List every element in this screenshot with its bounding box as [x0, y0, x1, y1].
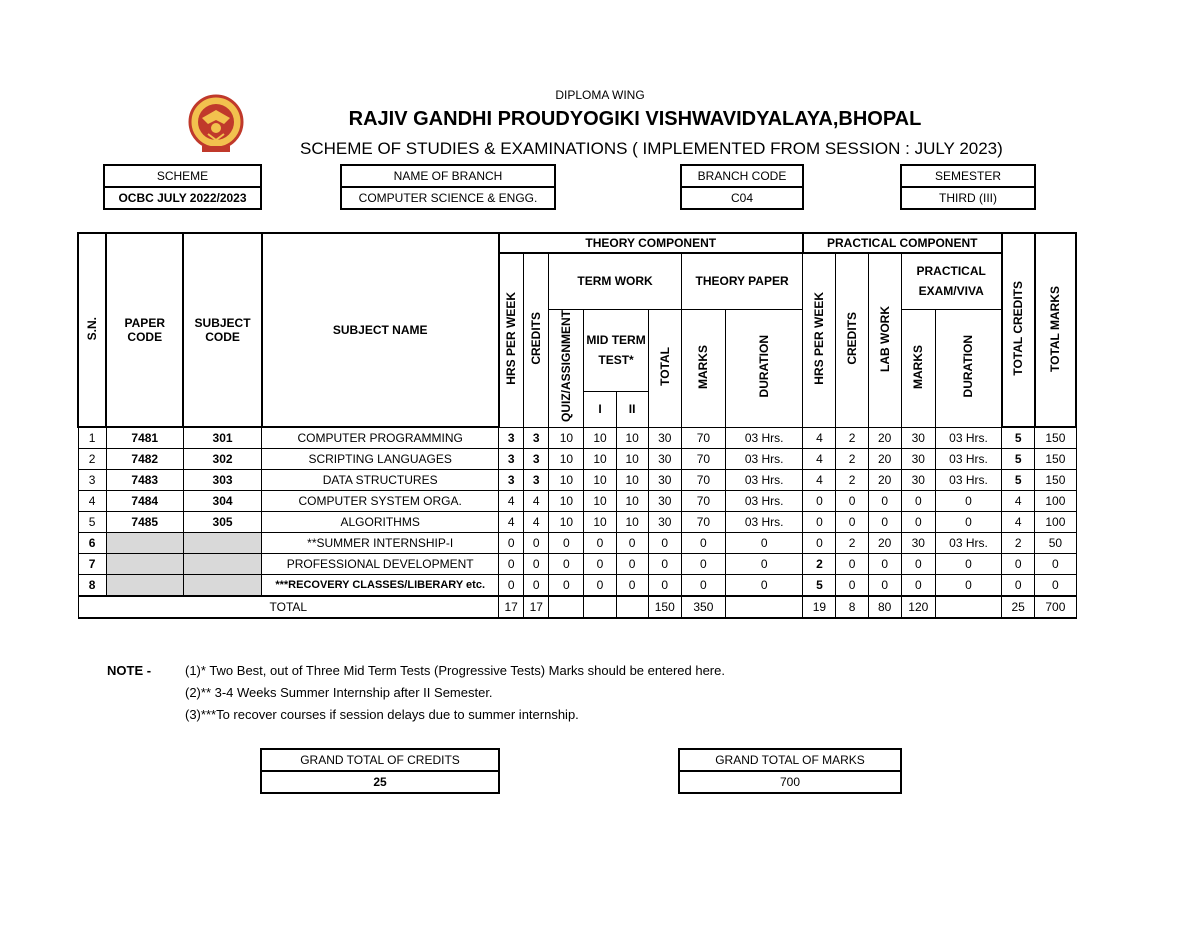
scheme-table	[77, 232, 1077, 619]
total-cell: 17	[499, 596, 524, 618]
table-cell: 10	[616, 512, 648, 533]
table-row	[78, 427, 1076, 449]
col-subject-name: SUBJECT NAME	[262, 233, 499, 427]
table-cell: 10	[584, 427, 616, 449]
table-cell: 30	[648, 470, 681, 491]
col-practical-hrs: HRS PER WEEK	[803, 253, 836, 427]
table-cell: 03 Hrs.	[935, 449, 1001, 470]
table-cell: 20	[868, 470, 901, 491]
table-cell: 0	[725, 533, 802, 554]
table-cell: 10	[584, 470, 616, 491]
col-total-marks: TOTAL MARKS	[1035, 233, 1076, 427]
table-cell: 20	[868, 449, 901, 470]
table-cell: 5	[1002, 449, 1035, 470]
table-cell: 305	[183, 512, 261, 533]
table-cell: 10	[616, 470, 648, 491]
table-cell: 3	[499, 470, 524, 491]
table-cell: 0	[725, 554, 802, 575]
table-row	[78, 512, 1076, 533]
table-cell: 3	[524, 470, 549, 491]
table-cell: 0	[868, 491, 901, 512]
table-cell: 303	[183, 470, 261, 491]
total-cell	[549, 596, 584, 618]
table-cell: 0	[499, 533, 524, 554]
table-cell: 0	[616, 554, 648, 575]
table-cell: 30	[648, 449, 681, 470]
table-cell: 30	[648, 512, 681, 533]
table-cell: 50	[1035, 533, 1076, 554]
table-cell: 2	[836, 427, 868, 449]
table-cell: 03 Hrs.	[725, 491, 802, 512]
table-cell: 7485	[106, 512, 183, 533]
table-cell	[183, 575, 261, 597]
table-row	[78, 470, 1076, 491]
table-cell: 0	[803, 512, 836, 533]
table-cell: 30	[901, 533, 935, 554]
table-cell: 0	[549, 554, 584, 575]
scheme-title: SCHEME OF STUDIES & EXAMINATIONS ( IMPLEMENTED FROM SESSION : JULY 2023)	[300, 139, 1003, 158]
table-cell: 3	[78, 470, 106, 491]
table-cell: 100	[1035, 491, 1076, 512]
table-cell: 7	[78, 554, 106, 575]
total-cell: 350	[681, 596, 725, 618]
table-cell: 4	[499, 491, 524, 512]
total-cell: 150	[648, 596, 681, 618]
term-work-header: TERM WORK	[549, 253, 682, 309]
col-credits: CREDITS	[524, 253, 549, 427]
table-cell: 6	[78, 533, 106, 554]
table-cell: 150	[1035, 427, 1076, 449]
table-cell: 30	[648, 491, 681, 512]
table-cell: 0	[648, 575, 681, 597]
table-cell: 0	[901, 575, 935, 597]
table-cell: 30	[648, 427, 681, 449]
table-cell: 03 Hrs.	[725, 449, 802, 470]
table-cell: 0	[584, 554, 616, 575]
table-cell: 5	[78, 512, 106, 533]
table-cell: 4	[78, 491, 106, 512]
col-total-credits: TOTAL CREDITS	[1002, 233, 1035, 427]
table-cell: 70	[681, 491, 725, 512]
table-cell: 10	[549, 491, 584, 512]
col-term-total: TOTAL	[648, 309, 681, 427]
table-cell: 03 Hrs.	[725, 512, 802, 533]
table-cell: 10	[549, 470, 584, 491]
table-cell: 302	[183, 449, 261, 470]
table-cell	[183, 533, 261, 554]
total-cell	[725, 596, 802, 618]
table-cell: 0	[616, 533, 648, 554]
table-cell: 0	[499, 575, 524, 597]
table-cell: 0	[616, 575, 648, 597]
total-cell: 8	[836, 596, 868, 618]
table-cell: 30	[901, 449, 935, 470]
branch-label: NAME OF BRANCH	[393, 169, 503, 183]
col-sn: S.N.	[78, 233, 106, 427]
branch-code-box	[680, 164, 804, 210]
table-cell: 03 Hrs.	[725, 470, 802, 491]
grand-credits-label: GRAND TOTAL OF CREDITS	[300, 753, 460, 767]
grand-marks-box	[678, 748, 902, 794]
col-mid-i: I	[584, 391, 616, 427]
table-row	[78, 491, 1076, 512]
table-cell: 0	[901, 491, 935, 512]
grand-marks-label: GRAND TOTAL OF MARKS	[715, 753, 865, 767]
table-cell: COMPUTER SYSTEM ORGA.	[262, 491, 499, 512]
table-cell: 0	[584, 575, 616, 597]
table-cell: 70	[681, 427, 725, 449]
table-cell: 70	[681, 449, 725, 470]
total-label: TOTAL	[78, 596, 499, 618]
table-cell: 10	[584, 449, 616, 470]
table-cell: 0	[725, 575, 802, 597]
table-cell: 0	[524, 533, 549, 554]
table-cell: 4	[1002, 491, 1035, 512]
table-cell: 2	[836, 449, 868, 470]
table-cell: 150	[1035, 470, 1076, 491]
note-3: (3)***To recover courses if session delays due to summer internship.	[185, 707, 579, 722]
col-paper-code: PAPER CODE	[106, 233, 183, 427]
table-cell: 0	[681, 533, 725, 554]
table-cell: PROFESSIONAL DEVELOPMENT	[262, 554, 499, 575]
table-cell: 0	[868, 512, 901, 533]
note-1: (1)* Two Best, out of Three Mid Term Tests (Progressive Tests) Marks should be entered here.	[185, 663, 725, 678]
table-cell: 7482	[106, 449, 183, 470]
total-cell: 19	[803, 596, 836, 618]
table-cell: 03 Hrs.	[725, 427, 802, 449]
table-cell: 5	[803, 575, 836, 597]
mid-term-header: MID TERM TEST*	[584, 309, 648, 391]
table-cell: 30	[901, 427, 935, 449]
table-cell: 5	[1002, 427, 1035, 449]
table-cell: 10	[616, 449, 648, 470]
table-cell: 10	[616, 427, 648, 449]
table-cell: 70	[681, 470, 725, 491]
table-cell: 03 Hrs.	[935, 470, 1001, 491]
table-cell: 0	[803, 491, 836, 512]
total-row	[78, 596, 1076, 618]
table-cell: 03 Hrs.	[935, 533, 1001, 554]
table-cell: 304	[183, 491, 261, 512]
semester-value: THIRD (III)	[902, 186, 1034, 208]
table-row	[78, 533, 1076, 554]
table-cell: 0	[836, 575, 868, 597]
table-cell: 0	[549, 533, 584, 554]
table-cell: 03 Hrs.	[935, 427, 1001, 449]
table-cell: 100	[1035, 512, 1076, 533]
table-cell: 3	[524, 427, 549, 449]
table-cell: 0	[935, 512, 1001, 533]
table-cell: 4	[499, 512, 524, 533]
grand-marks-value: 700	[680, 770, 900, 792]
total-cell	[616, 596, 648, 618]
semester-label: SEMESTER	[934, 169, 1001, 183]
table-cell: 0	[584, 533, 616, 554]
table-cell: 4	[803, 470, 836, 491]
scheme-label: SCHEME	[156, 169, 209, 183]
table-cell: 0	[1035, 575, 1076, 597]
table-cell: 2	[1002, 533, 1035, 554]
total-cell: 120	[901, 596, 935, 618]
table-cell: 0	[549, 575, 584, 597]
table-cell: 8	[78, 575, 106, 597]
table-cell: COMPUTER PROGRAMMING	[262, 427, 499, 449]
grand-credits-box	[260, 748, 500, 794]
table-cell: 0	[524, 554, 549, 575]
semester-box	[900, 164, 1036, 210]
university-title: RAJIV GANDHI PROUDYOGIKI VISHWAVIDYALAYA,BHOPAL	[348, 108, 922, 130]
col-practical-duration: DURATION	[935, 309, 1001, 427]
total-cell: 17	[524, 596, 549, 618]
col-quiz: QUIZ/ASSIGNMENT	[549, 309, 584, 427]
table-cell: 0	[868, 575, 901, 597]
table-cell: 1	[78, 427, 106, 449]
branch-value: COMPUTER SCIENCE & ENGG.	[342, 186, 554, 208]
table-cell	[106, 554, 183, 575]
table-cell: 0	[524, 575, 549, 597]
table-cell: 3	[499, 427, 524, 449]
col-theory-duration: DURATION	[725, 309, 802, 427]
branch-code-value: C04	[682, 186, 802, 208]
table-cell: 4	[524, 512, 549, 533]
table-cell: 7484	[106, 491, 183, 512]
table-cell	[106, 575, 183, 597]
table-cell: 10	[584, 491, 616, 512]
scheme-box	[103, 164, 262, 210]
theory-paper-header: THEORY PAPER	[681, 253, 803, 309]
table-cell: 0	[836, 554, 868, 575]
table-cell: 7483	[106, 470, 183, 491]
table-cell: 10	[549, 512, 584, 533]
table-cell: 2	[836, 470, 868, 491]
table-cell: 0	[648, 533, 681, 554]
table-cell	[106, 533, 183, 554]
col-practical-marks: MARKS	[901, 309, 935, 427]
total-cell	[584, 596, 616, 618]
total-cell: 25	[1002, 596, 1035, 618]
table-cell: 4	[803, 427, 836, 449]
table-cell: 3	[499, 449, 524, 470]
scheme-value: OCBC JULY 2022/2023	[105, 186, 260, 208]
table-cell: 0	[1002, 575, 1035, 597]
branch-code-label: BRANCH CODE	[697, 169, 787, 183]
table-cell: 301	[183, 427, 261, 449]
table-cell: 0	[935, 491, 1001, 512]
table-cell: 0	[1002, 554, 1035, 575]
total-cell: 80	[868, 596, 901, 618]
table-cell: 70	[681, 512, 725, 533]
table-cell: 2	[803, 554, 836, 575]
table-cell: 0	[868, 554, 901, 575]
table-cell: 0	[935, 554, 1001, 575]
table-row	[78, 554, 1076, 575]
table-row	[78, 575, 1076, 597]
practical-exam-header: PRACTICAL EXAM/VIVA	[901, 253, 1001, 309]
table-cell: 4	[1002, 512, 1035, 533]
table-cell: 4	[524, 491, 549, 512]
col-lab-work: LAB WORK	[868, 253, 901, 427]
table-cell: **SUMMER INTERNSHIP-I	[262, 533, 499, 554]
table-cell: 20	[868, 427, 901, 449]
table-cell: 0	[499, 554, 524, 575]
table-cell: 7481	[106, 427, 183, 449]
table-cell	[183, 554, 261, 575]
table-cell: 3	[524, 449, 549, 470]
total-cell	[935, 596, 1001, 618]
table-cell: 150	[1035, 449, 1076, 470]
table-cell: ***RECOVERY CLASSES/LIBERARY etc.	[262, 575, 499, 597]
note-2: (2)** 3-4 Weeks Summer Internship after II Semester.	[185, 685, 493, 700]
practical-component-header: PRACTICAL COMPONENT	[803, 233, 1002, 253]
table-cell: 2	[78, 449, 106, 470]
table-cell: 0	[681, 554, 725, 575]
table-cell: 30	[901, 470, 935, 491]
table-row	[78, 449, 1076, 470]
note-label: NOTE -	[107, 663, 152, 678]
table-cell: 10	[549, 449, 584, 470]
table-cell: 10	[584, 512, 616, 533]
table-cell: 0	[648, 554, 681, 575]
table-cell: 0	[1035, 554, 1076, 575]
table-cell: 5	[1002, 470, 1035, 491]
table-cell: 0	[803, 533, 836, 554]
table-cell: 20	[868, 533, 901, 554]
table-cell: DATA STRUCTURES	[262, 470, 499, 491]
table-cell: ALGORITHMS	[262, 512, 499, 533]
table-cell: 0	[901, 554, 935, 575]
col-subject-code: SUBJECT CODE	[183, 233, 261, 427]
table-cell: 0	[836, 512, 868, 533]
grand-credits-value: 25	[262, 770, 498, 792]
table-cell: SCRIPTING LANGUAGES	[262, 449, 499, 470]
wing-title: DIPLOMA WING	[555, 88, 645, 102]
col-theory-marks: MARKS	[681, 309, 725, 427]
branch-box	[340, 164, 556, 210]
table-cell: 0	[935, 575, 1001, 597]
table-cell: 2	[836, 533, 868, 554]
theory-component-header: THEORY COMPONENT	[499, 233, 803, 253]
col-mid-ii: II	[616, 391, 648, 427]
total-cell: 700	[1035, 596, 1076, 618]
university-logo	[188, 94, 244, 156]
table-cell: 0	[681, 575, 725, 597]
table-cell: 10	[549, 427, 584, 449]
col-hrs-per-week: HRS PER WEEK	[499, 253, 524, 427]
table-cell: 0	[836, 491, 868, 512]
col-practical-credits: CREDITS	[836, 253, 868, 427]
table-cell: 10	[616, 491, 648, 512]
table-cell: 4	[803, 449, 836, 470]
table-cell: 0	[901, 512, 935, 533]
